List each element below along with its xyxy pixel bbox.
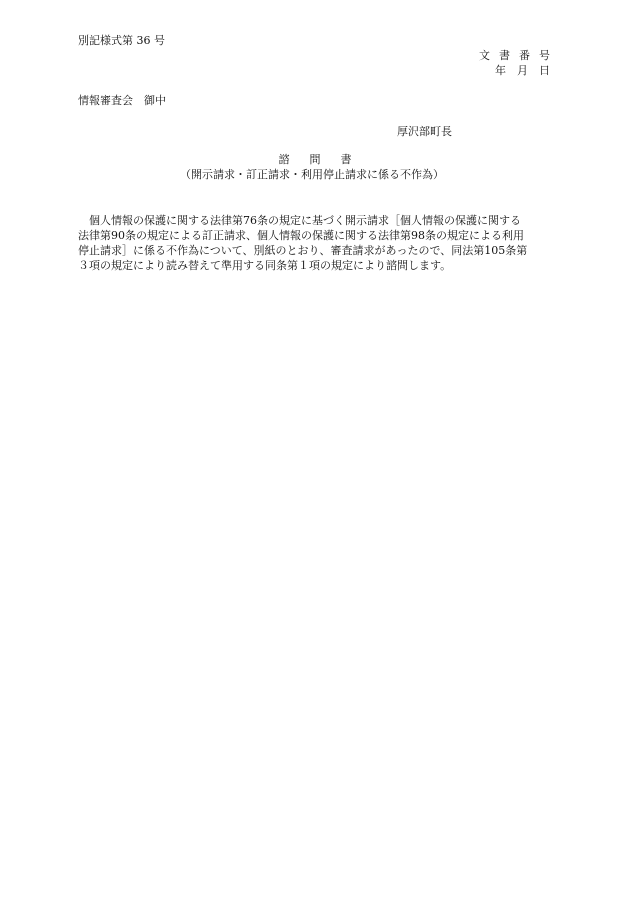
document-number-label: 文書番号 [479,49,559,62]
document-title: 諮問書 [278,153,372,166]
body-line: 法律第90条の規定による訂正請求、個人情報の保護に関する法律第98条の規定による利用 [78,229,524,242]
document-date-label: 年月日 [495,64,561,77]
body-line: 停止請求］に係る不作為について、別紙のとおり、審査請求があったので、同法第105条第 [78,244,528,257]
body-line: ３項の規定により読み替えて準用する同条第１項の規定により諮問します。 [78,259,452,272]
body-line: 個人情報の保護に関する法律第76条の規定に基づく開示請求［個人情報の保護に関する [78,214,521,227]
document-subtitle: （開示請求・訂正請求・利用停止請求に係る不作為） [180,168,444,181]
addressee: 情報審査会 御中 [78,94,166,107]
sender: 厚沢部町長 [397,125,452,138]
form-number: 別記様式第 36 号 [78,34,165,47]
body-paragraph [78,213,552,273]
